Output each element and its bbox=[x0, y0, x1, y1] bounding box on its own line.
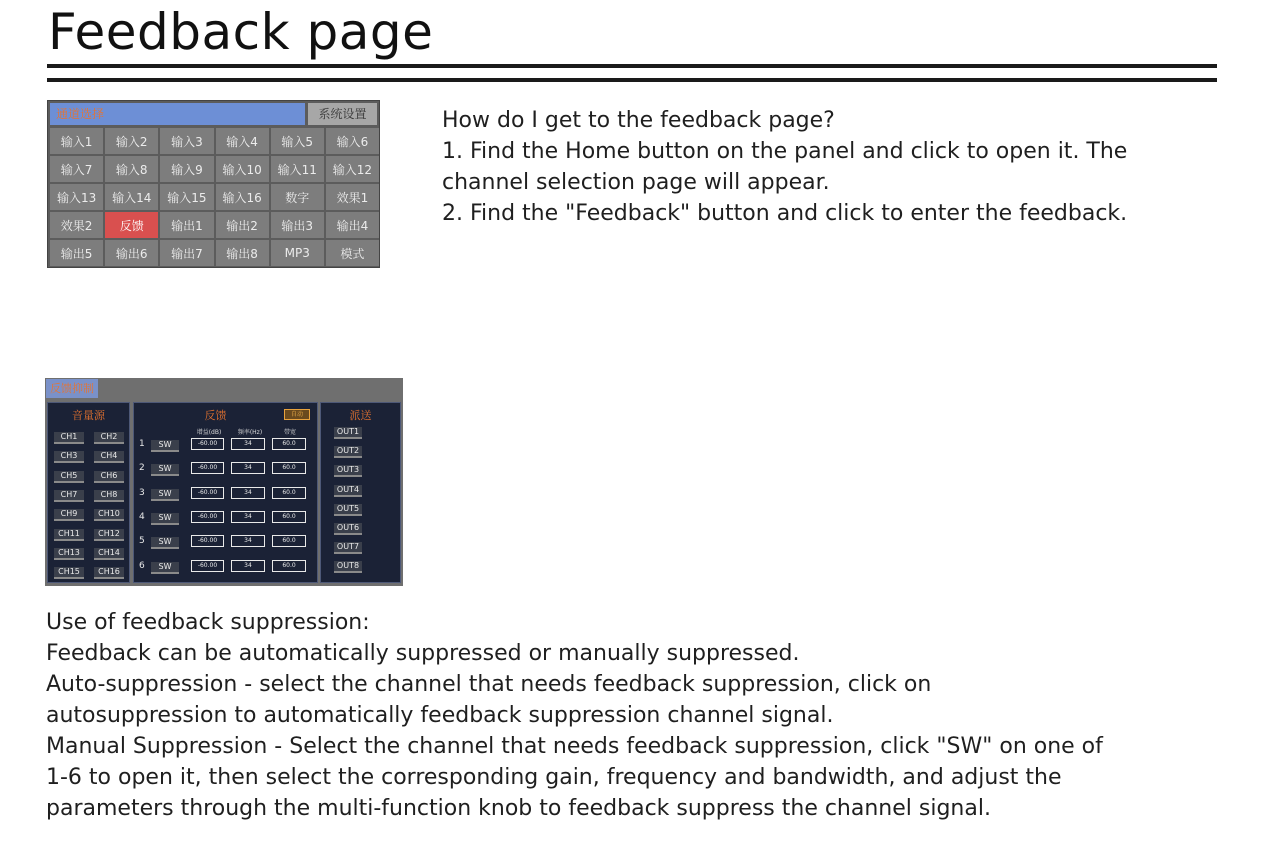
source-channel-button[interactable]: CH8 bbox=[94, 490, 124, 502]
gain-field[interactable]: -60.00 bbox=[191, 487, 224, 499]
source-channel-button[interactable]: CH14 bbox=[94, 548, 124, 560]
send-header: 派送 bbox=[349, 409, 372, 422]
channel-button[interactable]: 输出2 bbox=[216, 212, 269, 238]
output-send-button[interactable]: OUT6 bbox=[334, 523, 362, 535]
source-channel-button[interactable]: CH11 bbox=[54, 529, 84, 541]
frequency-field[interactable]: 34 bbox=[231, 535, 265, 547]
usage-line-2: Feedback can be automatically suppressed or manually suppressed. bbox=[46, 641, 800, 666]
filter-row-number: 5 bbox=[139, 536, 145, 547]
channel-button[interactable]: 输入9 bbox=[160, 156, 213, 182]
source-channel-button[interactable]: CH12 bbox=[94, 529, 124, 541]
source-header: 音量源 bbox=[72, 409, 105, 422]
channel-button[interactable]: 模式 bbox=[326, 240, 379, 266]
channel-button[interactable]: 输入1 bbox=[50, 128, 103, 154]
source-channel-button[interactable]: CH7 bbox=[54, 490, 84, 502]
source-channel-button[interactable]: CH9 bbox=[54, 509, 84, 521]
usage-line-4: autosuppression to automatically feedback suppression channel signal. bbox=[46, 703, 834, 728]
usage-line-7: parameters through the multi-function knob to feedback suppress the channel signal. bbox=[46, 796, 991, 821]
frequency-field[interactable]: 34 bbox=[231, 487, 265, 499]
output-send-button[interactable]: OUT4 bbox=[334, 485, 362, 497]
send-section bbox=[320, 402, 401, 583]
filter-row-number: 4 bbox=[139, 511, 145, 522]
channel-select-header bbox=[50, 103, 305, 125]
channel-button[interactable]: 输入12 bbox=[326, 156, 379, 182]
channel-button[interactable]: 输入2 bbox=[105, 128, 158, 154]
gain-field[interactable]: -60.00 bbox=[191, 560, 224, 572]
frequency-field[interactable]: 34 bbox=[231, 560, 265, 572]
usage-heading: Use of feedback suppression: bbox=[46, 610, 370, 635]
channel-button[interactable]: 输入4 bbox=[216, 128, 269, 154]
channel-button[interactable]: 输出1 bbox=[160, 212, 213, 238]
output-send-button[interactable]: OUT2 bbox=[334, 446, 362, 458]
filter-switch-button[interactable]: SW bbox=[151, 562, 179, 574]
gain-field[interactable]: -60.00 bbox=[191, 511, 224, 523]
channel-button[interactable]: 输入14 bbox=[105, 184, 158, 210]
channel-button[interactable]: 输入3 bbox=[160, 128, 213, 154]
gain-field[interactable]: -60.00 bbox=[191, 462, 224, 474]
source-channel-button[interactable]: CH2 bbox=[94, 432, 124, 444]
channel-button[interactable]: 输入8 bbox=[105, 156, 158, 182]
filter-switch-button[interactable]: SW bbox=[151, 440, 179, 452]
frequency-field[interactable]: 34 bbox=[231, 511, 265, 523]
output-send-button[interactable]: OUT5 bbox=[334, 504, 362, 516]
howto-question: How do I get to the feedback page? bbox=[442, 108, 835, 133]
bandwidth-field[interactable]: 60.0 bbox=[272, 511, 306, 523]
auto-suppress-button[interactable]: 自动 bbox=[284, 409, 310, 420]
filter-row-number: 3 bbox=[139, 487, 145, 498]
channel-button[interactable]: 输入6 bbox=[326, 128, 379, 154]
source-channel-button[interactable]: CH13 bbox=[54, 548, 84, 560]
usage-text bbox=[46, 607, 1236, 824]
output-send-button[interactable]: OUT8 bbox=[334, 561, 362, 573]
channel-button[interactable]: 输入7 bbox=[50, 156, 103, 182]
feedback-suppression-panel bbox=[45, 378, 403, 586]
bandwidth-column-header: 带宽 bbox=[283, 429, 296, 436]
channel-grid bbox=[50, 128, 379, 266]
bandwidth-field[interactable]: 60.0 bbox=[272, 462, 306, 474]
filter-row-number: 2 bbox=[139, 463, 145, 474]
channel-button[interactable]: MP3 bbox=[271, 240, 324, 266]
system-settings-button[interactable]: 系统设置 bbox=[308, 103, 377, 125]
feedback-panel-title: 反馈抑制 bbox=[46, 379, 98, 398]
frequency-column-header: 频率(Hz) bbox=[237, 429, 263, 436]
filter-switch-button[interactable]: SW bbox=[151, 464, 179, 476]
source-channel-button[interactable]: CH5 bbox=[54, 471, 84, 483]
filter-switch-button[interactable]: SW bbox=[151, 513, 179, 525]
channel-button[interactable]: 输出6 bbox=[105, 240, 158, 266]
frequency-field[interactable]: 34 bbox=[231, 462, 265, 474]
channel-button[interactable]: 输入10 bbox=[216, 156, 269, 182]
usage-line-5: Manual Suppression - Select the channel that needs feedback suppression, click "SW" on one of bbox=[46, 734, 1103, 759]
channel-button[interactable]: 输入13 bbox=[50, 184, 103, 210]
bandwidth-field[interactable]: 60.0 bbox=[272, 560, 306, 572]
frequency-field[interactable]: 34 bbox=[231, 438, 265, 450]
source-channel-button[interactable]: CH1 bbox=[54, 432, 84, 444]
howto-step-1-cont: channel selection page will appear. bbox=[442, 170, 830, 195]
channel-select-title: 通道选择 bbox=[56, 107, 105, 121]
source-channel-button[interactable]: CH15 bbox=[54, 567, 84, 579]
channel-select-panel bbox=[47, 100, 380, 268]
filter-switch-button[interactable]: SW bbox=[151, 489, 179, 501]
page-title: Feedback page bbox=[48, 3, 434, 61]
output-send-button[interactable]: OUT7 bbox=[334, 542, 362, 554]
bandwidth-field[interactable]: 60.0 bbox=[272, 438, 306, 450]
title-rule-bottom bbox=[47, 78, 1217, 82]
source-section bbox=[47, 402, 130, 583]
gain-field[interactable]: -60.00 bbox=[191, 535, 224, 547]
howto-text bbox=[442, 105, 1232, 229]
bandwidth-field[interactable]: 60.0 bbox=[272, 487, 306, 499]
bandwidth-field[interactable]: 60.0 bbox=[272, 535, 306, 547]
channel-button[interactable]: 数字 bbox=[271, 184, 324, 210]
channel-button[interactable]: 输出3 bbox=[271, 212, 324, 238]
channel-button[interactable]: 输出8 bbox=[216, 240, 269, 266]
howto-step-1: 1. Find the Home button on the panel and click to open it. The bbox=[442, 139, 1128, 164]
feedback-header: 反馈 bbox=[204, 409, 227, 422]
source-channel-button[interactable]: CH16 bbox=[94, 567, 124, 579]
usage-line-6: 1-6 to open it, then select the corresponding gain, frequency and bandwidth, and adjust the bbox=[46, 765, 1062, 790]
output-send-button[interactable]: OUT3 bbox=[334, 465, 362, 477]
channel-button[interactable]: 输出7 bbox=[160, 240, 213, 266]
channel-button[interactable]: 输入15 bbox=[160, 184, 213, 210]
channel-button[interactable]: 输入11 bbox=[271, 156, 324, 182]
source-channel-button[interactable]: CH10 bbox=[94, 509, 124, 521]
filter-row-number: 1 bbox=[139, 439, 145, 449]
gain-field[interactable]: -60.00 bbox=[191, 438, 224, 450]
gain-column-header: 增益(dB) bbox=[196, 429, 222, 436]
title-rule-top bbox=[47, 64, 1217, 68]
channel-button[interactable]: 输出5 bbox=[50, 240, 103, 266]
source-channel-button[interactable]: CH4 bbox=[94, 451, 124, 463]
channel-button[interactable]: 输出4 bbox=[326, 212, 379, 238]
channel-button[interactable]: 反馈 bbox=[105, 212, 158, 238]
filter-row-number: 6 bbox=[139, 560, 145, 571]
feedback-section bbox=[133, 402, 318, 583]
source-channel-button[interactable]: CH6 bbox=[94, 471, 124, 483]
channel-button[interactable]: 效果2 bbox=[50, 212, 103, 238]
usage-line-3: Auto-suppression - select the channel that needs feedback suppression, click on bbox=[46, 672, 932, 697]
howto-step-2: 2. Find the "Feedback" button and click to enter the feedback. bbox=[442, 201, 1128, 226]
filter-switch-button[interactable]: SW bbox=[151, 537, 179, 549]
channel-button[interactable]: 输入5 bbox=[271, 128, 324, 154]
output-send-button[interactable]: OUT1 bbox=[334, 427, 362, 439]
channel-button[interactable]: 输入16 bbox=[216, 184, 269, 210]
source-channel-button[interactable]: CH3 bbox=[54, 451, 84, 463]
channel-button[interactable]: 效果1 bbox=[326, 184, 379, 210]
